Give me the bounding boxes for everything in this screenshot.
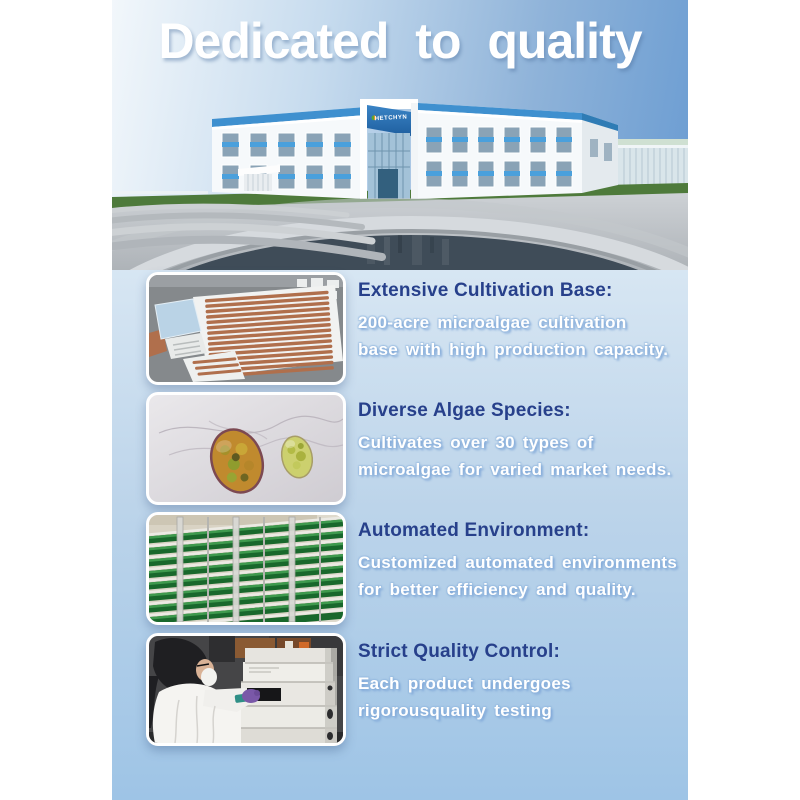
- feature-body-line: for better efficiency and quality.: [358, 580, 636, 599]
- feature-body-line: microalgae for varied market needs.: [358, 460, 672, 479]
- feature-title: Extensive Cultivation Base:: [358, 280, 613, 301]
- raceway-pond-foreground: [112, 193, 688, 270]
- feature-row: [146, 272, 688, 385]
- feature-body-line: rigorousquality testing: [358, 701, 553, 720]
- feature-body-line: Customized automated environments: [358, 553, 678, 572]
- feature-body-line: Cultivates over 30 types of: [358, 433, 594, 452]
- left-building-wing: [212, 107, 366, 199]
- feature-body: [358, 309, 688, 363]
- right-building-wing: [418, 103, 618, 199]
- feature-body: [358, 670, 688, 724]
- feature-title: Diverse Algae Species:: [358, 400, 571, 421]
- feature-row: [146, 512, 688, 625]
- feature-title: Strict Quality Control:: [358, 641, 560, 662]
- feature-text: [358, 280, 688, 363]
- algae-cells-image: [146, 392, 346, 505]
- feature-row: [146, 392, 688, 505]
- feature-body-line: base with high production capacity.: [358, 340, 669, 359]
- factory-building-render: [112, 85, 688, 270]
- entrance: [360, 99, 418, 199]
- feature-text: [358, 641, 688, 724]
- feature-row: [146, 633, 688, 746]
- building-sign: HETCHYN: [374, 114, 408, 123]
- feature-text: [358, 520, 688, 603]
- quality-testing-image: [146, 633, 346, 746]
- feature-body-line: Each product undergoes: [358, 674, 571, 693]
- feature-title: Automated Environment:: [358, 520, 590, 541]
- cultivation-base-image: [146, 272, 346, 385]
- feature-body: [358, 549, 688, 603]
- photobioreactor-image: [146, 512, 346, 625]
- feature-text: [358, 400, 688, 483]
- feature-body: [358, 429, 688, 483]
- poster: [112, 0, 688, 800]
- feature-body-line: 200-acre microalgae cultivation: [358, 313, 627, 332]
- poster-title: Dedicated to quality: [158, 13, 642, 69]
